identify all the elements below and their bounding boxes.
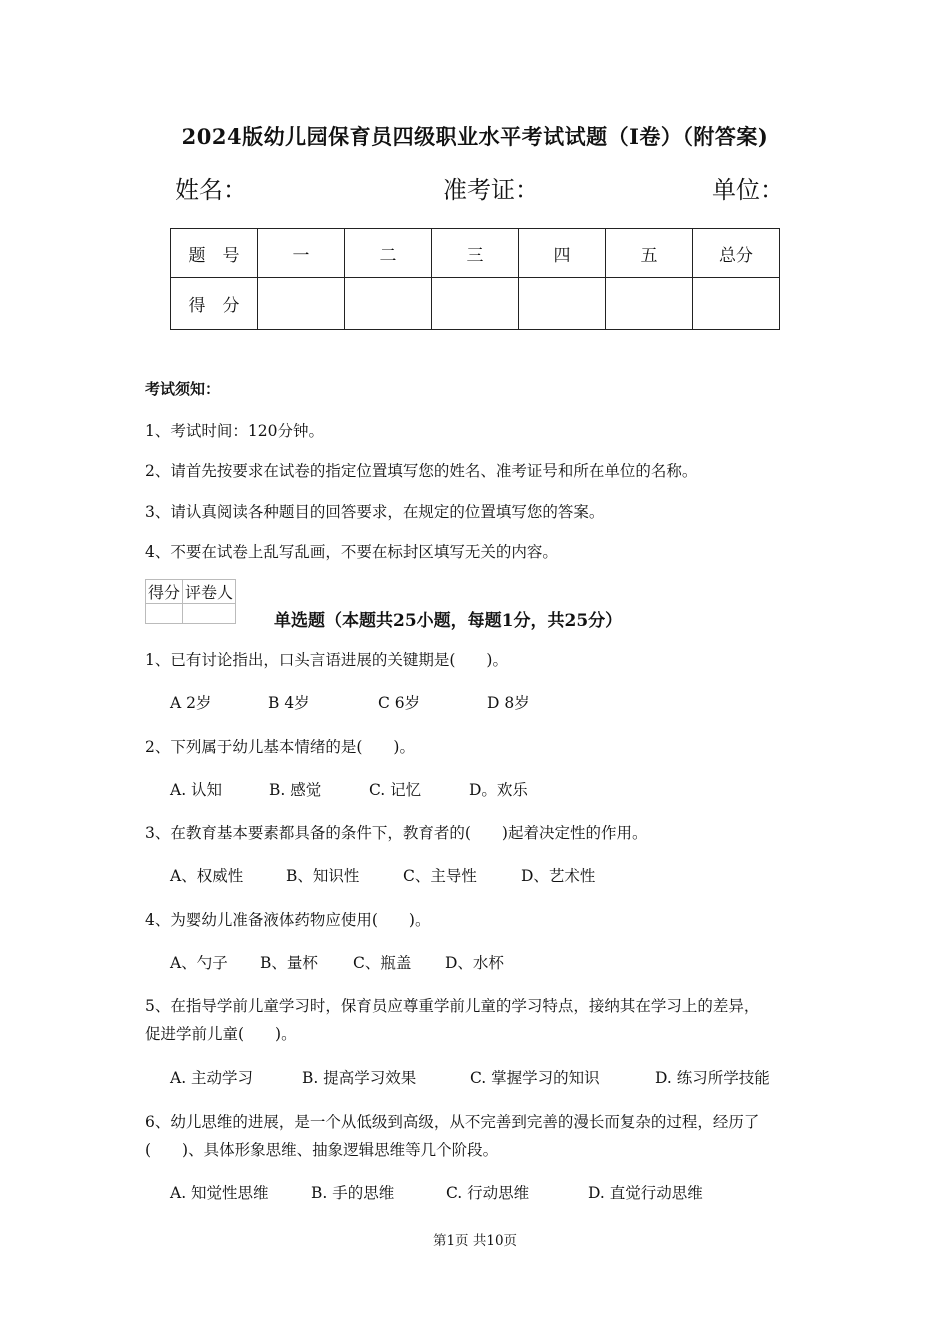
question-option: D. 练习所学技能 <box>655 1069 770 1087</box>
notice-heading: 考试须知： <box>145 380 221 398</box>
question-stem-continued: 促进学前儿童( )。 <box>145 1025 297 1043</box>
question-option: A. 主动学习 <box>170 1069 254 1087</box>
score-table-cell: 五 <box>606 229 693 278</box>
question-stem: 1、已有讨论指出，口头言语进展的关键期是( )。 <box>145 651 508 669</box>
score-table-cell: 二 <box>345 229 432 278</box>
score-table-cell: 三 <box>432 229 519 278</box>
grader-box <box>145 579 236 624</box>
question-option: C、主导性 <box>403 867 477 885</box>
notice-item: 1、考试时间：120分钟。 <box>145 422 324 440</box>
notice-item: 3、请认真阅读各种题目的回答要求，在规定的位置填写您的答案。 <box>145 503 605 521</box>
question-stem: 4、为婴幼儿准备液体药物应使用( )。 <box>145 911 431 929</box>
score-table-header-row <box>171 229 780 278</box>
notice-item: 2、请首先按要求在试卷的指定位置填写您的姓名、准考证号和所在单位的名称。 <box>145 462 698 480</box>
name-label: 姓名： <box>175 176 247 204</box>
score-table-cell: 题 号 <box>171 229 258 278</box>
question-option: D 8岁 <box>487 694 530 712</box>
question-option: A. 认知 <box>170 781 223 799</box>
score-table-cell: 总分 <box>693 229 780 278</box>
question-option: D。欢乐 <box>469 781 528 799</box>
question-stem-continued: ( )、具体形象思维、抽象逻辑思维等几个阶段。 <box>145 1141 499 1159</box>
score-input-cell[interactable] <box>258 278 345 330</box>
grader-name-label: 评卷人 <box>183 580 236 604</box>
score-table-cell: 得 分 <box>171 278 258 330</box>
score-table-cell: 四 <box>519 229 606 278</box>
exam-id-label: 准考证： <box>443 176 539 204</box>
question-option: D. 直觉行动思维 <box>588 1184 703 1202</box>
question-option: B 4岁 <box>268 694 310 712</box>
question-option: D、水杯 <box>445 954 504 972</box>
question-stem: 5、在指导学前儿童学习时，保育员应尊重学前儿童的学习特点，接纳其在学习上的差异， <box>145 997 760 1015</box>
unit-label: 单位： <box>712 176 784 204</box>
score-input-cell[interactable] <box>693 278 780 330</box>
score-input-cell[interactable] <box>345 278 432 330</box>
question-option: B、量杯 <box>260 954 318 972</box>
question-option: B. 手的思维 <box>311 1184 395 1202</box>
question-option: C、瓶盖 <box>353 954 412 972</box>
score-table-cell: 一 <box>258 229 345 278</box>
question-option: C. 掌握学习的知识 <box>470 1069 600 1087</box>
score-input-cell[interactable] <box>519 278 606 330</box>
question-option: D、艺术性 <box>521 867 596 885</box>
question-option: C. 记忆 <box>369 781 422 799</box>
score-input-cell[interactable] <box>606 278 693 330</box>
score-input-cell[interactable] <box>432 278 519 330</box>
question-option: A、勺子 <box>170 954 228 972</box>
question-option: C. 行动思维 <box>446 1184 530 1202</box>
page-number: 第1页 共10页 <box>432 1233 518 1249</box>
question-stem: 3、在教育基本要素都具备的条件下，教育者的( )起着决定性的作用。 <box>145 824 648 842</box>
question-option: B、知识性 <box>286 867 360 885</box>
score-table-score-row <box>171 278 780 330</box>
question-stem: 2、下列属于幼儿基本情绪的是( )。 <box>145 738 415 756</box>
grader-name-cell[interactable] <box>183 604 236 624</box>
question-option: A、权威性 <box>170 867 244 885</box>
grader-score-label: 得分 <box>146 580 183 604</box>
question-option: B. 感觉 <box>269 781 322 799</box>
question-option: C 6岁 <box>378 694 421 712</box>
grader-score-cell[interactable] <box>146 604 183 624</box>
section-heading: 单选题（本题共25小题，每题1分，共25分） <box>274 611 623 631</box>
question-option: A 2岁 <box>170 694 212 712</box>
score-table <box>170 228 780 330</box>
question-stem: 6、幼儿思维的进展，是一个从低级到高级，从不完善到完善的漫长而复杂的过程，经历了 <box>145 1113 760 1131</box>
page-title: 2024版幼儿园保育员四级职业水平考试试题（I卷）（附答案) <box>181 124 769 149</box>
notice-item: 4、不要在试卷上乱写乱画，不要在标封区填写无关的内容。 <box>145 543 558 561</box>
question-option: A. 知觉性思维 <box>170 1184 269 1202</box>
question-option: B. 提高学习效果 <box>302 1069 417 1087</box>
